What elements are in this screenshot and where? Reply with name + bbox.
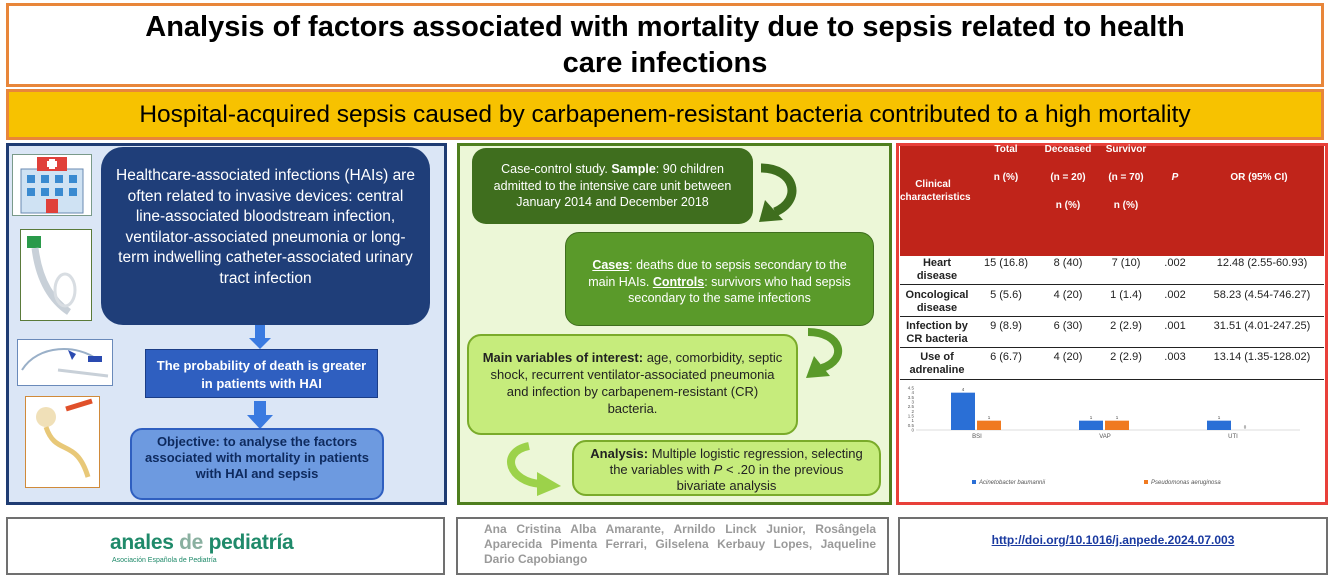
- col-header-survivor-n: (n = 70): [1108, 172, 1144, 183]
- sample-label: Sample: [611, 162, 656, 176]
- y-tick-label: 0.5: [907, 422, 914, 428]
- cell-p: .001: [1164, 320, 1186, 332]
- cases-text: : deaths due to sepsis secondary to the main HAIs.: [588, 258, 847, 289]
- cell-total: 5 (5.6): [990, 289, 1022, 301]
- col-header-deceased: Deceased: [1044, 144, 1092, 155]
- y-tick-label: 1: [911, 418, 914, 424]
- cell-deceased: 4 (20): [1053, 351, 1083, 363]
- objective-text: Objective: to analyse the factors associated with mortality in patients with HAI and sepsis: [145, 434, 369, 481]
- urinary-catheter-icon: [25, 396, 100, 488]
- bar-value-label: 1: [987, 415, 991, 421]
- y-tick-label: 4.5: [907, 385, 914, 391]
- curved-arrow-icon: [802, 326, 852, 386]
- cell-deceased: 6 (30): [1053, 320, 1083, 332]
- variables-label: Main variables of interest:: [482, 350, 644, 365]
- hai-description: Healthcare-associated infections (HAIs) are often related to invasive devices: central line-associated bloodstream infection, ventilator-associated pneumonia or long-term indwelling catheter-associated urinary tract infection: [116, 167, 415, 287]
- x-tick-label: VAP: [1099, 434, 1111, 440]
- y-tick-label: 1.5: [907, 413, 914, 419]
- subtitle-banner: [6, 89, 1324, 140]
- y-tick-label: 2: [911, 408, 914, 414]
- legend-label: Pseudomonas aeruginosa: [1151, 480, 1221, 486]
- bar-value-label: 1: [1217, 415, 1221, 421]
- y-tick-label: 3: [911, 399, 914, 405]
- down-arrow-icon: [248, 325, 272, 349]
- hai-description-box: [101, 147, 430, 325]
- curved-arrow-icon: [755, 160, 805, 230]
- col-header-survivor: Survivor: [1105, 144, 1147, 155]
- probability-text: The probability of death is greater in patients with HAI: [156, 358, 367, 391]
- analysis-text: Multiple logistic regression, selecting the variables with: [609, 446, 863, 477]
- cell-or: 31.51 (4.01-247.25): [1213, 320, 1311, 332]
- curved-arrow-icon: [505, 440, 565, 498]
- row-divider: [900, 284, 1324, 285]
- controls-label: Controls: [652, 274, 705, 289]
- bacteria-bar-chart: [900, 382, 1324, 498]
- logo-word-anales: anales: [110, 531, 180, 554]
- cell-deceased: 4 (20): [1053, 289, 1083, 301]
- row-divider: [900, 379, 1324, 380]
- col-header-p: P: [1171, 172, 1179, 183]
- row-label: Infection by CR bacteria: [906, 320, 968, 345]
- row-label: Heart disease: [916, 257, 958, 282]
- analysis-label: Analysis:: [590, 446, 649, 461]
- cell-p: .002: [1164, 257, 1186, 269]
- bar-value-label: 1: [1115, 415, 1119, 421]
- study-design-text: : 90 children admitted to the intensive care unit between January 2014 and December 2018: [493, 162, 732, 209]
- cell-total: 6 (6.7): [990, 351, 1022, 363]
- authors-list: Ana Cristina Alba Amarante, Arnildo Linck Junior, Rosângela Aparecida Pimenta Ferrari, Gilselena Kerbauy Lopes, Jaqueline Dario Capobiango: [484, 522, 876, 566]
- row-label: Use of adrenaline: [909, 351, 965, 376]
- y-tick-label: 2.5: [907, 404, 914, 410]
- cell-p: .002: [1164, 289, 1186, 301]
- col-header-or: OR (95% CI): [1230, 172, 1288, 183]
- cell-or: 58.23 (4.54-746.27): [1213, 289, 1311, 301]
- objective-box: [130, 428, 384, 500]
- bar: [977, 421, 1001, 430]
- y-tick-label: 3.5: [907, 394, 914, 400]
- cases-controls-box: [565, 232, 874, 326]
- page-title: Analysis of factors associated with mortality due to sepsis related to health care infections: [145, 11, 1185, 79]
- legend-label: Acinetobacter baumannii: [979, 480, 1046, 486]
- logo-word-pediatria: pediatría: [203, 531, 294, 554]
- controls-text: : survivors who had sepsis secondary to the same infections: [628, 274, 851, 305]
- central-line-catheter-icon: [17, 339, 113, 386]
- x-tick-label: BSI: [972, 434, 982, 440]
- bar-value-label: 4: [961, 387, 965, 393]
- col-header-survivor-unit: n (%): [1113, 200, 1139, 211]
- row-label: Oncological disease: [905, 289, 969, 314]
- probability-box: [145, 349, 378, 398]
- col-header-deceased-unit: n (%): [1055, 200, 1081, 211]
- legend-swatch: [1144, 480, 1148, 484]
- row-divider: [900, 316, 1324, 317]
- title-banner: [6, 3, 1324, 87]
- bar-value-label: 0: [1243, 424, 1247, 430]
- col-header-total: Total: [994, 144, 1018, 155]
- bar: [1105, 421, 1129, 430]
- cell-total: 9 (8.9): [990, 320, 1022, 332]
- cell-or: 13.14 (1.35-128.02): [1213, 351, 1311, 363]
- bar: [1207, 421, 1231, 430]
- analysis-text-end: < .20 in the previous bivariate analysis: [676, 462, 844, 493]
- analysis-box: [572, 440, 881, 496]
- col-header-clinical: Clinical characteristics: [900, 179, 971, 203]
- row-divider: [900, 347, 1324, 348]
- col-header-deceased-n: (n = 20): [1050, 172, 1086, 183]
- cell-survivor: 2 (2.9): [1110, 320, 1142, 332]
- x-tick-label: UTI: [1228, 434, 1238, 440]
- hospital-icon: [12, 154, 92, 216]
- logo-word-de: de: [179, 531, 204, 554]
- endotracheal-tube-icon: [20, 229, 92, 321]
- p-symbol: P: [713, 462, 723, 477]
- y-tick-label: 0: [911, 427, 914, 433]
- cell-p: .003: [1164, 351, 1186, 363]
- cell-deceased: 8 (40): [1053, 257, 1083, 269]
- bar-value-label: 1: [1089, 415, 1093, 421]
- col-header-total-unit: n (%): [993, 172, 1019, 183]
- variables-box: [467, 334, 798, 435]
- bar: [1079, 421, 1103, 430]
- bar: [951, 393, 975, 430]
- y-tick-label: 4: [911, 390, 914, 396]
- cell-survivor: 7 (10): [1111, 257, 1141, 269]
- study-design-prefix: Case-control study.: [501, 162, 612, 176]
- page-subtitle: Hospital-acquired sepsis caused by carbapenem-resistant bacteria contributed to a high mortality: [139, 100, 1191, 128]
- cell-survivor: 2 (2.9): [1110, 351, 1142, 363]
- down-arrow-icon: [246, 401, 274, 429]
- cell-or: 12.48 (2.55-60.93): [1216, 257, 1308, 269]
- study-design-box: [472, 148, 753, 224]
- journal-logo: [110, 531, 293, 555]
- journal-society: Asociación Española de Pediatría: [112, 557, 217, 564]
- legend-swatch: [972, 480, 976, 484]
- doi-link[interactable]: http://doi.org/10.1016/j.anpede.2024.07.003: [991, 533, 1235, 547]
- variables-text: age, comorbidity, septic shock, recurrent ventilator-associated pneumonia and infection by carbapenem-resistant (CR) bacteria.: [490, 350, 783, 416]
- cell-total: 15 (16.8): [983, 257, 1029, 269]
- cases-label: Cases: [592, 258, 630, 272]
- cell-survivor: 1 (1.4): [1110, 289, 1142, 301]
